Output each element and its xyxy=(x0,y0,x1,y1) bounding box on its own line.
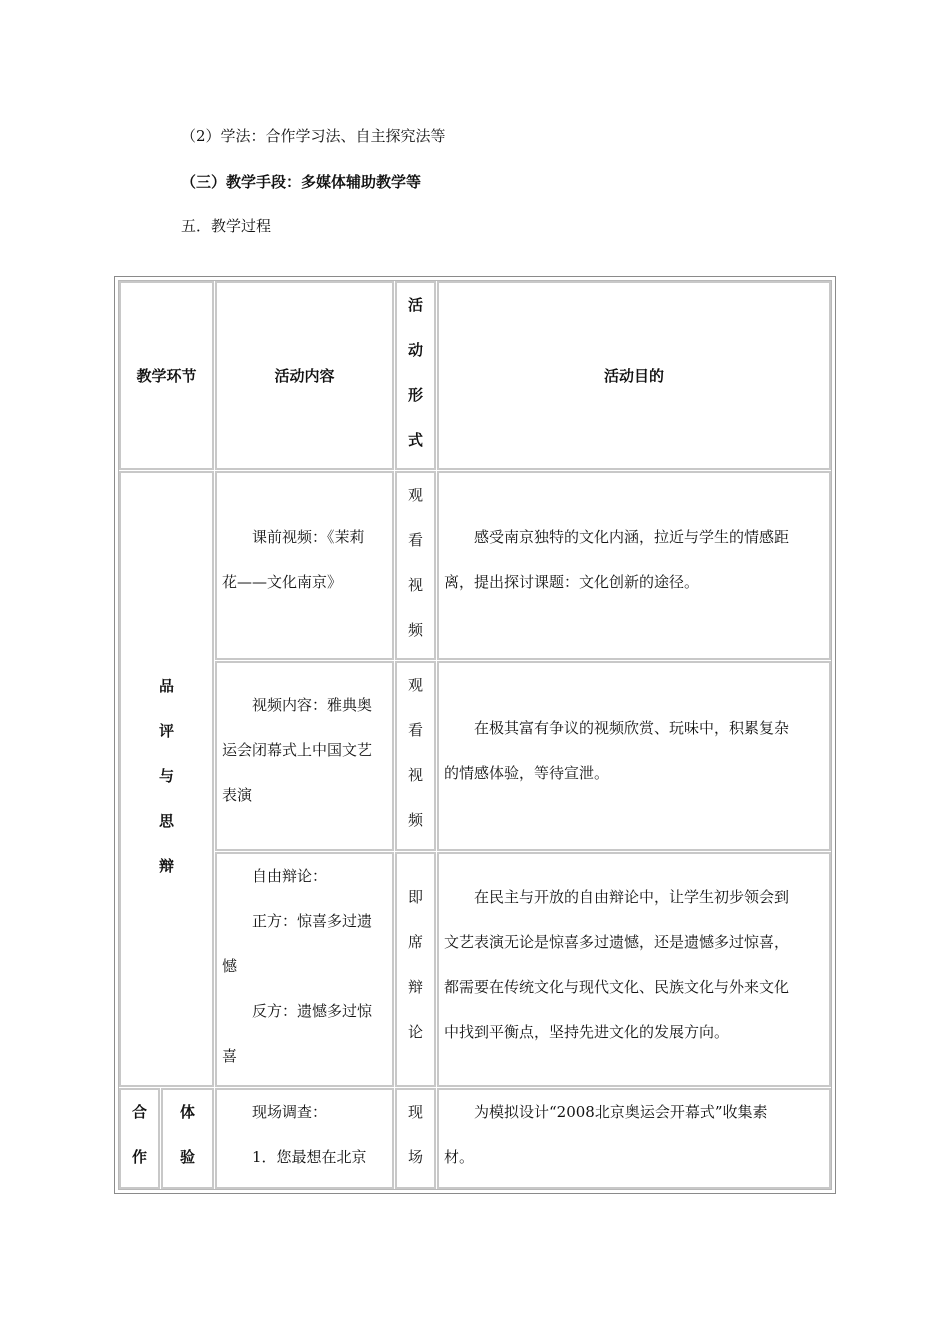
row2-purpose xyxy=(437,661,831,851)
purpose-line: 在民主与开放的自由辩论中，让学生初步领会到 xyxy=(474,888,790,906)
row3-content xyxy=(215,852,394,1087)
row2-form xyxy=(395,661,436,851)
content-line: 花——文化南京》 xyxy=(222,573,343,591)
stage-cell-tiyan xyxy=(161,1088,214,1189)
stage-char: 与 xyxy=(158,767,174,785)
header-form-char: 动 xyxy=(407,341,423,359)
form-char: 观 xyxy=(407,676,423,694)
content-line: 憾 xyxy=(222,957,238,975)
purpose-line: 的情感体验，等待宣泄。 xyxy=(444,764,610,782)
stage-char: 合 xyxy=(131,1103,147,1121)
stage-char: 作 xyxy=(131,1148,147,1166)
process-title: 五．教学过程 xyxy=(181,217,272,235)
content-line: 现场调查： xyxy=(252,1103,328,1121)
header-form-char: 形 xyxy=(407,386,423,404)
header-form-char: 活 xyxy=(407,296,423,314)
purpose-line: 中找到平衡点，坚持先进文化的发展方向。 xyxy=(444,1023,730,1041)
purpose-line: 文艺表演无论是惊喜多过遗憾，还是遗憾多过惊喜， xyxy=(444,933,790,951)
header-stage-label: 教学环节 xyxy=(136,367,197,385)
form-char: 频 xyxy=(407,621,423,639)
purpose-line: 离，提出探讨课题：文化创新的途径。 xyxy=(444,573,700,591)
stage-char: 思 xyxy=(158,812,174,830)
header-content xyxy=(215,281,394,470)
stage-char: 品 xyxy=(158,677,174,695)
stage-char: 体 xyxy=(179,1103,195,1121)
content-line: 喜 xyxy=(222,1047,238,1065)
row3-form xyxy=(395,852,436,1087)
header-stage xyxy=(119,281,214,470)
header-purpose-label: 活动目的 xyxy=(603,367,664,385)
row4-purpose xyxy=(437,1088,831,1189)
row1-content xyxy=(215,471,394,660)
content-line: 课前视频：《茉莉 xyxy=(252,528,365,546)
row3-purpose xyxy=(437,852,831,1087)
study-method-line: （2）学法：合作学习法、自主探究法等 xyxy=(181,127,446,145)
form-char: 即 xyxy=(407,888,423,906)
purpose-line: 材。 xyxy=(444,1148,475,1166)
form-char: 论 xyxy=(407,1023,423,1041)
form-char: 观 xyxy=(407,486,423,504)
content-line: 反方：遗憾多过惊 xyxy=(252,1002,373,1020)
purpose-line: 感受南京独特的文化内涵，拉近与学生的情感距 xyxy=(474,528,790,546)
content-line: 正方：惊喜多过遗 xyxy=(252,912,373,930)
form-char: 看 xyxy=(407,721,423,739)
form-char: 视 xyxy=(407,576,423,594)
content-line: 1．您最想在北京 xyxy=(252,1148,367,1166)
row1-form xyxy=(395,471,436,660)
row1-purpose xyxy=(437,471,831,660)
row4-content xyxy=(215,1088,394,1189)
form-char: 看 xyxy=(407,531,423,549)
stage-char: 评 xyxy=(158,722,174,740)
purpose-line: 都需要在传统文化与现代文化、民族文化与外来文化 xyxy=(444,978,790,996)
teaching-means-heading: （三）教学手段：多媒体辅助教学等 xyxy=(181,173,422,191)
form-char: 辩 xyxy=(407,978,423,996)
form-char: 场 xyxy=(407,1148,423,1166)
form-char: 席 xyxy=(407,933,423,951)
header-form xyxy=(395,281,436,470)
content-line: 视频内容：雅典奥 xyxy=(252,696,373,714)
header-form-char: 式 xyxy=(407,431,423,449)
header-content-label: 活动内容 xyxy=(274,367,335,385)
stage-cell-pingping xyxy=(119,471,214,1087)
stage-cell-hezuo xyxy=(119,1088,160,1189)
form-char: 视 xyxy=(407,766,423,784)
row2-content xyxy=(215,661,394,851)
stage-char: 辩 xyxy=(158,857,174,875)
content-line: 自由辩论： xyxy=(252,867,328,885)
stage-char: 验 xyxy=(179,1148,195,1166)
content-line: 运会闭幕式上中国文艺 xyxy=(222,741,373,759)
row4-form xyxy=(395,1088,436,1189)
form-char: 现 xyxy=(407,1103,423,1121)
purpose-line: 为模拟设计“2008北京奥运会开幕式”收集素 xyxy=(474,1103,768,1121)
purpose-line: 在极其富有争议的视频欣赏、玩味中，积累复杂 xyxy=(474,719,790,737)
content-line: 表演 xyxy=(222,786,253,804)
form-char: 频 xyxy=(407,811,423,829)
header-purpose xyxy=(437,281,831,470)
